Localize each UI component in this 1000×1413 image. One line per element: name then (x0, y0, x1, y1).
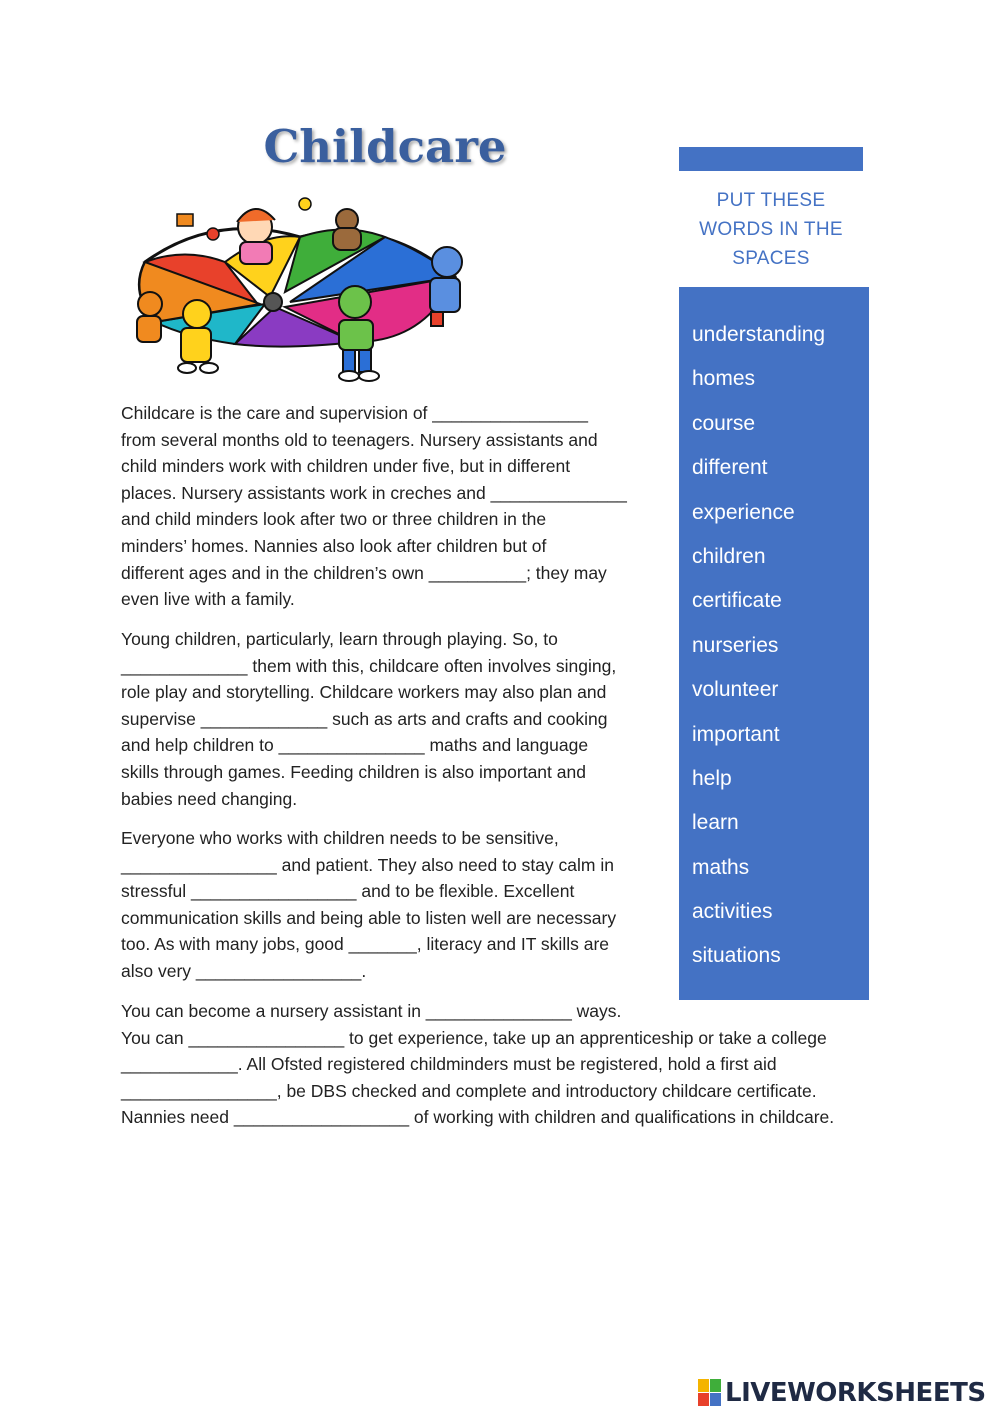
text-line: _____________ them with this, childcare often involves singing, (121, 655, 617, 676)
text-line: role play and storytelling. Childcare workers may also plan and (121, 682, 607, 703)
word-bank-item[interactable]: certificate (692, 589, 782, 613)
paragraph-1 (121, 400, 651, 613)
text-line: Nannies need __________________ of working with children and qualifications in childcare. (121, 1107, 835, 1128)
liveworksheets-logo-text: LIVEWORKSHEETS (725, 1378, 986, 1408)
word-bank-item[interactable]: homes (692, 367, 756, 391)
word-bank-heading-line: WORDS IN THE (699, 219, 843, 240)
text-line: stressful _________________ and to be flexible. Excellent (121, 881, 575, 902)
children-parachute-illustration (125, 192, 480, 387)
word-bank-item[interactable]: course (692, 411, 756, 435)
sidebar-header-bar (679, 147, 863, 171)
text-line: ____________. All Ofsted registered childminders must be registered, hold a first aid (121, 1054, 777, 1075)
word-bank-item[interactable]: important (692, 722, 780, 746)
word-bank-item[interactable]: activities (692, 900, 773, 924)
word-bank-item[interactable]: nurseries (692, 633, 779, 657)
text-line: You can ________________ to get experience, take up an apprenticeship or take a college (121, 1027, 827, 1048)
text-line: ________________ and patient. They also need to stay calm in (121, 854, 614, 875)
text-line: from several months old to teenagers. Nursery assistants and (121, 429, 598, 450)
text-line: even live with a family. (121, 589, 295, 610)
word-bank-item[interactable]: understanding (692, 323, 826, 346)
paragraph-2 (121, 626, 651, 812)
text-line: different ages and in the children’s own __________; they may (121, 562, 607, 583)
word-bank-item[interactable]: volunteer (692, 678, 779, 702)
liveworksheets-logo-icon (697, 1378, 723, 1408)
text-line: and help children to _______________ maths and language (121, 735, 589, 756)
text-line: skills through games. Feeding children is also important and (121, 761, 586, 782)
text-line: also very _________________. (121, 960, 367, 981)
word-bank-heading-line: PUT THESE (716, 190, 826, 211)
word-bank (679, 287, 869, 1000)
word-bank-item[interactable]: maths (692, 855, 750, 879)
word-bank-heading-line: SPACES (732, 248, 810, 269)
paragraph-3 (121, 825, 651, 985)
text-line: supervise _____________ such as arts and crafts and cooking (121, 708, 608, 729)
word-bank-heading (679, 186, 863, 273)
text-line: Young children, particularly, learn through playing. So, to (121, 629, 558, 649)
liveworksheets-brand[interactable] (697, 1376, 997, 1410)
paragraph-4 (121, 998, 891, 1131)
text-line: babies need changing. (121, 788, 298, 809)
text-line: and child minders look after two or three children in the (121, 509, 547, 530)
word-bank-item[interactable]: learn (692, 811, 739, 835)
word-bank-item[interactable]: situations (692, 944, 781, 968)
word-bank-item[interactable]: help (692, 766, 732, 790)
text-line: too. As with many jobs, good _______, literacy and IT skills are (121, 934, 610, 955)
text-line: communication skills and being able to listen well are necessary (121, 907, 617, 928)
text-line: minders’ homes. Nannies also look after children but of (121, 535, 547, 556)
text-line: Everyone who works with children needs to be sensitive, (121, 828, 559, 848)
text-line: places. Nursery assistants work in creches and ______________ (121, 482, 627, 503)
text-line: Childcare is the care and supervision of ________________ (121, 403, 588, 423)
word-bank-item[interactable]: children (692, 544, 766, 568)
text-line: You can become a nursery assistant in _______________ ways. (121, 1001, 622, 1021)
word-bank-item[interactable]: different (692, 456, 768, 480)
word-bank-item[interactable]: experience (692, 500, 795, 524)
text-line: child minders work with children under five, but in different (121, 456, 571, 477)
text-line: ________________, be DBS checked and complete and introductory childcare certificate. (121, 1080, 817, 1101)
page-title: Childcare (263, 120, 507, 173)
